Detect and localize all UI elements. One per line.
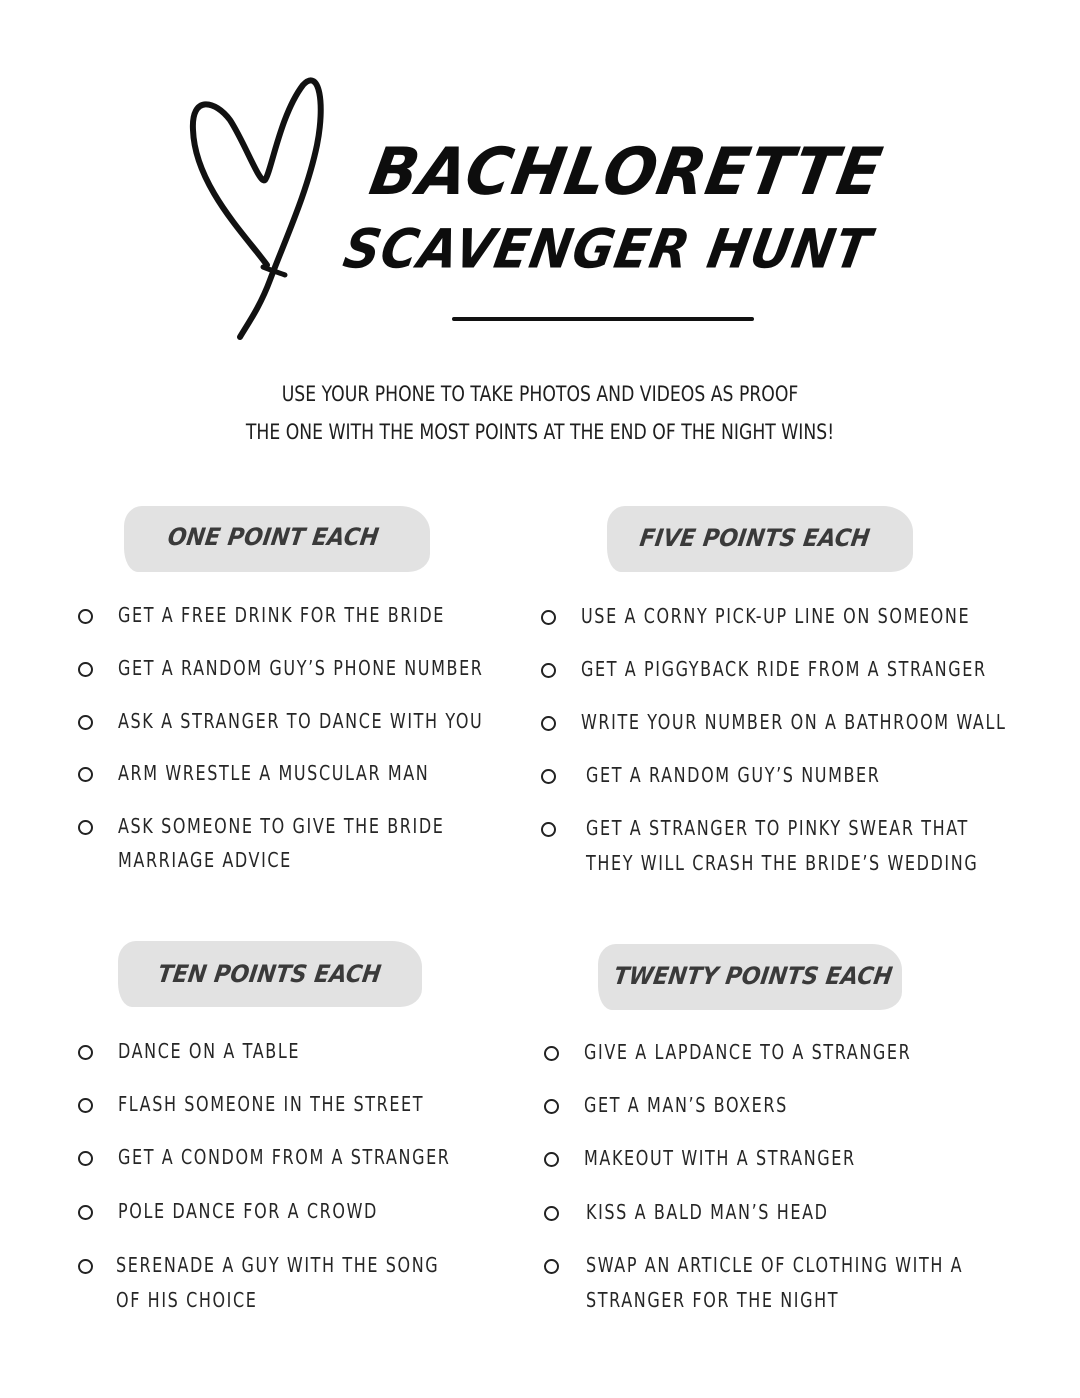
title-line-2: SCAVENGER HUNT (338, 218, 877, 281)
list-item-text: ASK SOMEONE TO GIVE THE BRIDE (118, 814, 445, 838)
list-item-text: WRITE YOUR NUMBER ON A BATHROOM WALL (581, 710, 1007, 734)
list-item-text: FLASH SOMEONE IN THE STREET (118, 1092, 425, 1116)
circle-checkbox-icon[interactable] (541, 716, 556, 731)
circle-checkbox-icon[interactable] (544, 1099, 559, 1114)
list-item-text: GET A RANDOM GUY’S PHONE NUMBER (118, 656, 484, 680)
list-item-text-continued: MARRIAGE ADVICE (118, 848, 292, 872)
circle-checkbox-icon[interactable] (78, 1151, 93, 1166)
circle-checkbox-icon[interactable] (78, 662, 93, 677)
circle-checkbox-icon[interactable] (78, 609, 93, 624)
list-item-text: POLE DANCE FOR A CROWD (118, 1199, 378, 1223)
list-item-text: SERENADE A GUY WITH THE SONG (116, 1253, 440, 1277)
list-item-text-continued: OF HIS CHOICE (116, 1288, 258, 1312)
list-item-text: GET A FREE DRINK FOR THE BRIDE (118, 603, 445, 627)
circle-checkbox-icon[interactable] (78, 715, 93, 730)
circle-checkbox-icon[interactable] (541, 769, 556, 784)
list-item-text: DANCE ON A TABLE (118, 1039, 301, 1063)
heart-icon (185, 75, 335, 345)
circle-checkbox-icon[interactable] (78, 820, 93, 835)
circle-checkbox-icon[interactable] (78, 1259, 93, 1274)
section-heading-five-points: FIVE POINTS EACH (638, 524, 872, 552)
list-item-text: MAKEOUT WITH A STRANGER (584, 1146, 856, 1170)
intro-line-1: USE YOUR PHONE TO TAKE PHOTOS AND VIDEOS AS PROOF (281, 382, 799, 406)
circle-checkbox-icon[interactable] (78, 1045, 93, 1060)
circle-checkbox-icon[interactable] (541, 822, 556, 837)
list-item-text: SWAP AN ARTICLE OF CLOTHING WITH A (586, 1253, 964, 1277)
list-item-text: GET A PIGGYBACK RIDE FROM A STRANGER (581, 657, 987, 681)
list-item-text: GET A MAN’S BOXERS (584, 1093, 788, 1117)
title-underline (452, 317, 754, 321)
list-item-text: GET A STRANGER TO PINKY SWEAR THAT (586, 816, 969, 840)
list-item-text: USE A CORNY PICK-UP LINE ON SOMEONE (581, 604, 971, 628)
circle-checkbox-icon[interactable] (541, 610, 556, 625)
list-item-text: GET A CONDOM FROM A STRANGER (118, 1145, 451, 1169)
circle-checkbox-icon[interactable] (541, 663, 556, 678)
section-heading-ten-points: TEN POINTS EACH (156, 960, 383, 988)
list-item-text: GET A RANDOM GUY’S NUMBER (586, 763, 881, 787)
circle-checkbox-icon[interactable] (78, 767, 93, 782)
list-item-text-continued: STRANGER FOR THE NIGHT (586, 1288, 840, 1312)
circle-checkbox-icon[interactable] (78, 1098, 93, 1113)
section-heading-one-point: ONE POINT EACH (166, 523, 381, 551)
list-item-text: KISS A BALD MAN’S HEAD (586, 1200, 829, 1224)
intro-line-2: THE ONE WITH THE MOST POINTS AT THE END OF THE NIGHT WINS! (245, 420, 835, 444)
circle-checkbox-icon[interactable] (544, 1046, 559, 1061)
circle-checkbox-icon[interactable] (544, 1152, 559, 1167)
circle-checkbox-icon[interactable] (544, 1259, 559, 1274)
circle-checkbox-icon[interactable] (544, 1206, 559, 1221)
section-heading-twenty-points: TWENTY POINTS EACH (612, 962, 895, 990)
list-item-text: ARM WRESTLE A MUSCULAR MAN (118, 761, 430, 785)
circle-checkbox-icon[interactable] (78, 1205, 93, 1220)
list-item-text-continued: THEY WILL CRASH THE BRIDE’S WEDDING (586, 851, 979, 875)
list-item-text: ASK A STRANGER TO DANCE WITH YOU (118, 709, 484, 733)
title-line-1: BACHLORETTE (364, 133, 889, 210)
list-item-text: GIVE A LAPDANCE TO A STRANGER (584, 1040, 912, 1064)
